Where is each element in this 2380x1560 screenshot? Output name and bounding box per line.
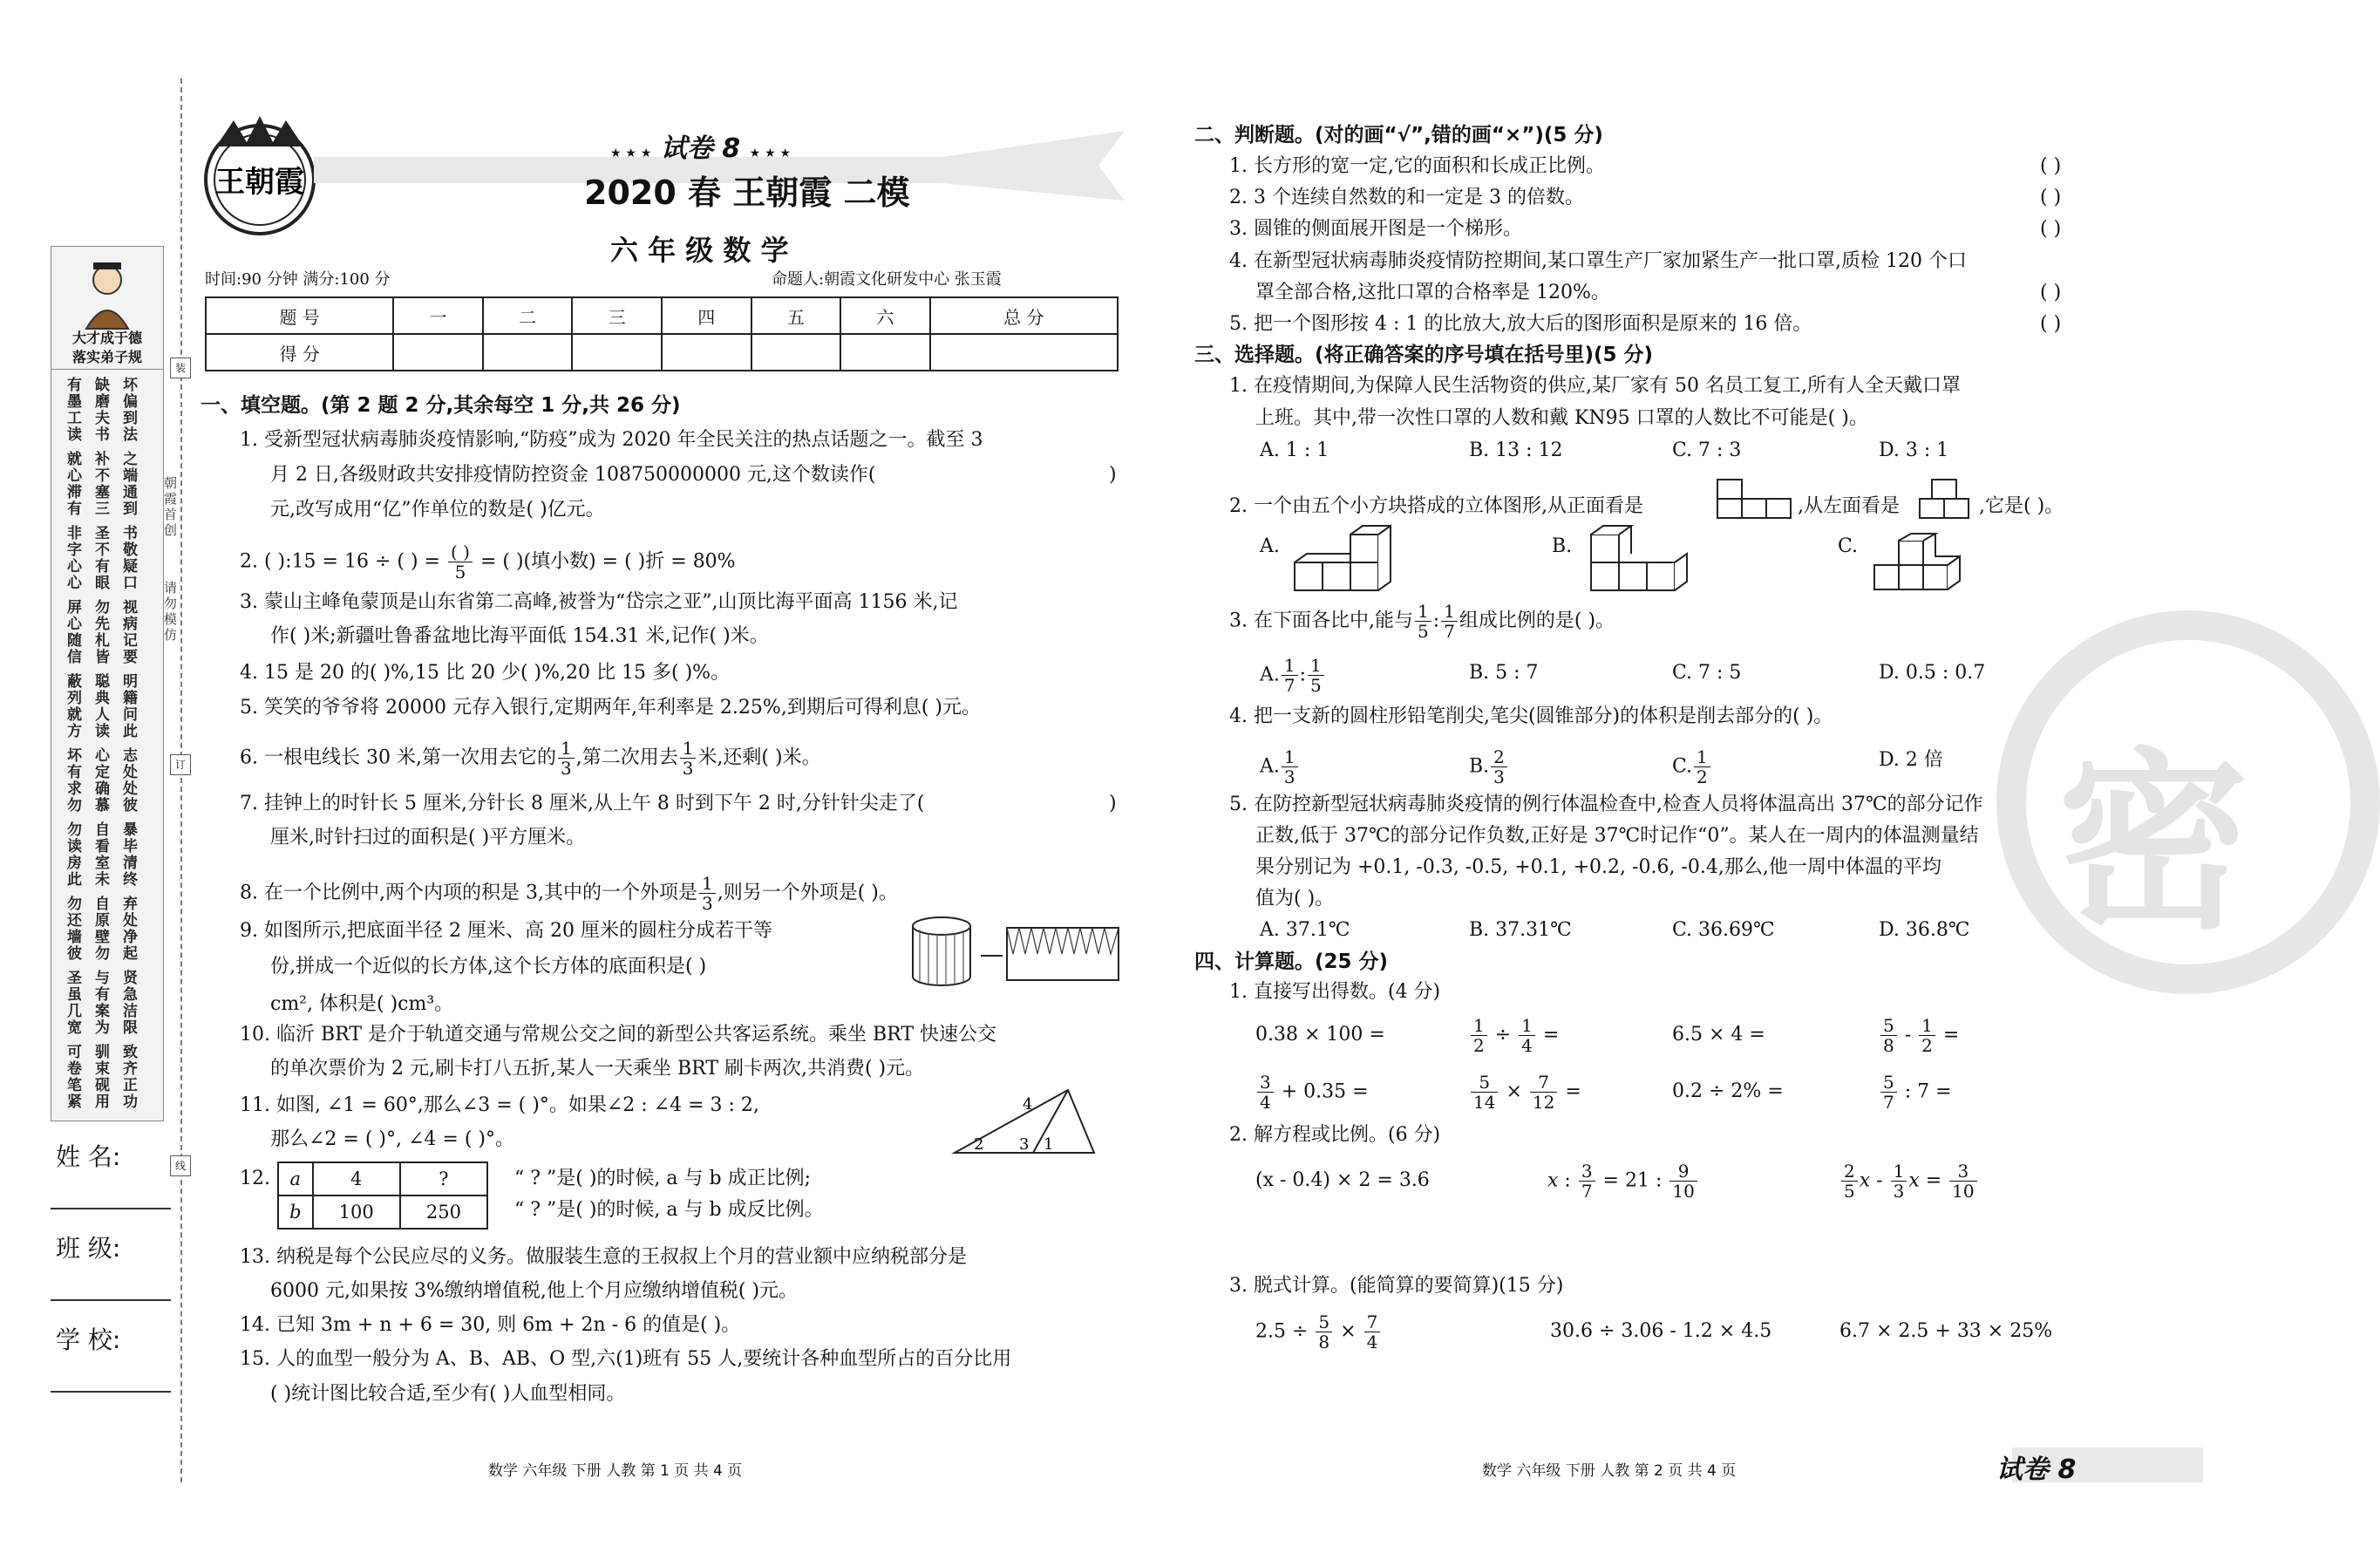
option[interactable]: C. 7 : 3	[1672, 439, 1742, 461]
c3: 3. 在下面各比中,能与 $\frac{1}{5}$ : $\frac{1}{7}$ 组成比例的是( )。	[1229, 601, 1615, 642]
calc-item: $\frac{5}{8}$ - $\frac{1}{2}$ =	[1879, 1016, 1959, 1055]
author-info: 命题人:朝霞文化研发中心 张玉霞	[772, 270, 1002, 289]
score-cell[interactable]	[930, 334, 1118, 371]
j4: 罩全部合格,这批口罩的合格率是 120%。	[1255, 282, 1610, 303]
angle-label: 2	[974, 1135, 984, 1154]
score-header: 六	[840, 297, 930, 334]
name-label: 姓 名:	[56, 1142, 121, 1171]
q1: 月 2 日,各级财政共安排疫情防控资金 108750000000 元,这个数读作(	[270, 464, 876, 486]
q3: 作( )米;新疆吐鲁番盆地比海平面低 154.31 米,记作( )米。	[270, 625, 769, 647]
option[interactable]: C. 7 : 5	[1672, 662, 1742, 684]
section-judge: 二、判断题。(对的画“√”,错的画“×”)(5 分)	[1194, 124, 1603, 146]
score-cell[interactable]	[751, 334, 841, 371]
q1: 1. 受新型冠状病毒肺炎疫情影响,“防疫”成为 2020 年全民关注的热点话题之一。截至 3	[240, 429, 983, 451]
motto-column: 自原壁勿	[95, 896, 110, 963]
q11: 11. 如图, ∠1 = 60°,那么∠3 = ( )°。如果∠2 : ∠4 = 3 : 2,	[240, 1094, 759, 1116]
cylinder-figure	[907, 916, 1125, 990]
motto-column: 圣虽几宽	[67, 970, 82, 1037]
q12: “ ? ”是( )的时候, a 与 b 成正比例;	[514, 1168, 812, 1189]
motto-column: 勿先札皆	[95, 599, 110, 666]
motto-column: 坏有求勿	[67, 747, 82, 814]
option[interactable]: B. 5 : 7	[1469, 662, 1539, 684]
watermark-char: 密	[2057, 732, 2250, 955]
score-cell[interactable]	[393, 334, 483, 371]
logo-emblem	[199, 112, 321, 242]
option[interactable]: B. 13 : 12	[1469, 439, 1563, 461]
angle-label: 4	[1023, 1095, 1033, 1114]
score-label: 得 分	[206, 334, 393, 371]
option[interactable]: C. $\frac{1}{2}$	[1672, 747, 1712, 787]
score-header: 总 分	[930, 297, 1118, 334]
calc-item: 6.7 × 2.5 + 33 × 25%	[1839, 1320, 2053, 1342]
k2: 2. 解方程或比例。(6 分)	[1229, 1124, 1441, 1146]
c4: 4. 把一支新的圆柱形铅笔削尖,笔尖(圆锥部分)的体积是削去部分的( )。	[1229, 705, 1833, 727]
motto-column: 与有案为	[95, 970, 110, 1037]
calc-item: 30.6 ÷ 3.06 - 1.2 × 4.5	[1550, 1320, 1772, 1342]
q10: 的单次票价为 2 元,刷卡打八五折,某人一天乘坐 BRT 刷卡两次,共消费( )元。	[270, 1058, 925, 1080]
option[interactable]: D. 36.8℃	[1879, 919, 1970, 941]
left-view-figure	[1918, 478, 1974, 521]
q7: 7. 挂钟上的时针长 5 厘米,分针长 8 厘米,从上午 8 时到下午 2 时,分针针尖走了(	[240, 793, 925, 814]
motto-column: 蔽列就方	[67, 673, 82, 740]
q12: “ ? ”是( )的时候, a 与 b 成反比例。	[514, 1199, 824, 1221]
school-label: 学 校:	[56, 1325, 121, 1354]
equation: x : $\frac{3}{7}$ = 21 : $\frac{9}{10}$	[1547, 1161, 1699, 1201]
equation: (x - 0.4) × 2 = 3.6	[1255, 1169, 1430, 1191]
c2: ,从左面看是	[1798, 495, 1900, 517]
answer-paren[interactable]: ( )	[2040, 187, 2062, 208]
calc-item: $\frac{3}{4}$ + 0.35 =	[1255, 1073, 1369, 1112]
j4: 4. 在新型冠状病毒肺炎疫情防控期间,某口罩生产厂家加紧生产一批口罩,质检 120 个口	[1229, 250, 1967, 272]
class-label: 班 级:	[56, 1234, 121, 1263]
score-header: 四	[662, 297, 751, 334]
motto-column: 缺磨夫书	[95, 377, 110, 444]
cube-figure-c	[1866, 532, 1979, 597]
section-calc: 四、计算题。(25 分)	[1194, 950, 1389, 973]
q6: 6. 一根电线长 30 米,第一次用去它的 $\frac{1}{3}$ ,第二次用去 $\frac{1}{3}$ 米,还剩( )米。	[240, 738, 821, 779]
q15: 15. 人的血型一般分为 A、B、AB、O 型,六(1)班有 55 人,要统计各种血型所占的百分比用	[240, 1348, 1012, 1370]
motto-column: 明籍问此	[123, 673, 138, 740]
answer-paren[interactable]: ( )	[2040, 282, 2062, 303]
seal-mark: 线	[170, 1155, 191, 1176]
c5: 果分别记为 +0.1, -0.3, -0.5, +0.1, +0.2, -0.6, -0.4,那么,他一周中体温的平均	[1255, 856, 1941, 878]
calc-item: 2.5 ÷ $\frac{5}{8}$ × $\frac{7}{4}$	[1255, 1312, 1382, 1352]
option[interactable]: A. $\frac{1}{7}$ : $\frac{1}{5}$	[1260, 656, 1326, 695]
scholar-icon	[69, 254, 146, 330]
school-line[interactable]	[51, 1391, 171, 1393]
seal-mark: 装	[170, 358, 191, 378]
c2: 2. 一个由五个小方块搭成的立体图形,从正面看是	[1229, 495, 1643, 517]
q7: 厘米,时针扫过的面积是( )平方厘米。	[270, 827, 586, 848]
q8: 8. 在一个比例中,两个内项的积是 3,其中的一个外项是 $\frac{1}{3}$ ,则另一个外项是( )。	[240, 873, 898, 914]
slogan: 落实弟子规	[71, 349, 142, 365]
seal-mark: 订	[170, 754, 191, 775]
calc-item: $\frac{1}{2}$ ÷ $\frac{1}{4}$ =	[1469, 1016, 1559, 1055]
q12-table: a 4 ? b 100 250	[277, 1161, 488, 1230]
motto-column: 有墨工读	[67, 377, 82, 444]
q10: 10. 临沂 BRT 是介于轨道交通与常规公交之间的新型公共客运系统。乘坐 BRT 快速公交	[240, 1024, 996, 1046]
q11: 那么∠2 = ( )°, ∠4 = ( )°。	[270, 1128, 515, 1150]
fraction: $\frac{( )}{5}$	[448, 542, 473, 582]
score-header: 一	[393, 297, 483, 334]
answer-paren[interactable]: ( )	[2040, 155, 2062, 177]
motto-column: 弃处净起	[123, 896, 138, 963]
k1: 1. 直接写出得数。(4 分)	[1229, 981, 1441, 1003]
logo-text: 王朝霞	[215, 165, 304, 200]
exam-badge-footer: 试卷 8	[1996, 1454, 2077, 1485]
motto-column: 贤急洁限	[123, 970, 138, 1037]
q13: 13. 纳税是每个公民应尽的义务。做服装生意的王叔叔上个月的营业额中应纳税部分是	[240, 1246, 967, 1268]
calc-item: $\frac{5}{14}$ × $\frac{7}{12}$ =	[1469, 1073, 1581, 1112]
score-cell[interactable]	[662, 334, 751, 371]
score-header: 题 号	[206, 297, 393, 334]
motto-column: 心定确慕	[95, 747, 110, 814]
option[interactable]: C. 36.69℃	[1672, 919, 1775, 941]
angle-label: 3	[1019, 1135, 1030, 1154]
motto-column: 就心滞有	[67, 451, 82, 518]
c5: 值为( )。	[1255, 888, 1335, 909]
answer-paren[interactable]: ( )	[2040, 313, 2062, 335]
exam-title: 2020 春 王朝霞 二模	[584, 174, 910, 212]
motto-column: 勿还墙彼	[67, 896, 82, 963]
motto-column: 之端通到	[123, 451, 138, 518]
c1: 1. 在疫情期间,为保障人民生活物资的供应,某厂家有 50 名员工复工,所有人全天戴口罩	[1229, 375, 1961, 397]
q1: 元,改写成用“亿”作单位的数是( )亿元。	[270, 499, 605, 521]
motto-column: 暴毕清终	[123, 821, 138, 889]
q12-num: 12.	[240, 1168, 270, 1189]
j2: 2. 3 个连续自然数的和一定是 3 的倍数。	[1229, 187, 1584, 208]
binding-line	[180, 78, 182, 1482]
exam-badge: ★ ★ ★ 试卷 8 ★ ★ ★	[610, 133, 792, 164]
c1: 上班。其中,带一次性口罩的人数和戴 KN95 口罩的人数比不可能是( )。	[1255, 407, 1868, 429]
motto-column: 屏心随信	[67, 599, 82, 666]
front-view-figure	[1716, 478, 1794, 521]
motto-column: 勿读房此	[67, 821, 82, 889]
motto-column: 志处处彼	[123, 747, 138, 814]
calc-item: $\frac{5}{7}$ : 7 =	[1879, 1073, 1952, 1112]
score-cell[interactable]	[840, 334, 930, 371]
motto-column: 坏偏到法	[123, 377, 138, 444]
class-line[interactable]	[51, 1299, 171, 1301]
c5: 5. 在防控新型冠状病毒肺炎疫情的例行体温检查中,检查人员将体温高出 37℃的部分记作	[1229, 794, 1983, 815]
q14: 14. 已知 3m + n + 6 = 30, 则 6m + 2n - 6 的值是( )。	[240, 1314, 741, 1336]
page-footer: 数学 六年级 下册 人教 第 2 页 共 4 页	[1482, 1462, 1737, 1480]
motto-column: 补不塞三	[95, 451, 110, 518]
j5: 5. 把一个图形按 4 : 1 的比放大,放大后的图形面积是原来的 16 倍。	[1229, 313, 1812, 335]
k3: 3. 脱式计算。(能简算的要简算)(15 分)	[1229, 1275, 1564, 1297]
slogan: 大才成于德	[71, 330, 142, 346]
motto-column: 聪典人读	[95, 673, 110, 740]
option[interactable]: A.	[1260, 535, 1280, 557]
answer-paren[interactable]: ( )	[2040, 218, 2062, 240]
q9: 份,拼成一个近似的长方体,这个长方体的底面积是( )	[270, 956, 707, 978]
j1: 1. 长方形的宽一定,它的面积和长成正比例。	[1229, 155, 1605, 177]
option[interactable]: A. $\frac{1}{3}$	[1260, 747, 1300, 787]
q15: ( )统计图比较合适,至少有( )人血型相同。	[270, 1383, 626, 1405]
name-line[interactable]	[51, 1208, 171, 1209]
q2: 2. ( ):15 = 16 ÷ ( ) = $\frac{( )}{5}$ = ( )(填小数) = ( )折 = 80%	[240, 542, 736, 582]
motto-column: 书敬疑口	[123, 525, 138, 592]
angle-figure	[946, 1081, 1103, 1160]
score-header: 二	[483, 297, 573, 334]
motto-column: 圣不有眼	[95, 525, 110, 592]
j3: 3. 圆锥的侧面展开图是一个梯形。	[1229, 218, 1522, 240]
q3: 3. 蒙山主峰龟蒙顶是山东省第二高峰,被誉为“岱宗之亚”,山顶比海平面高 1156 米,记	[240, 591, 958, 613]
option[interactable]: D. 3 : 1	[1879, 439, 1949, 461]
motto-column: 致齐正功	[123, 1044, 138, 1111]
option[interactable]: D. 0.5 : 0.7	[1879, 662, 1986, 684]
score-table	[205, 296, 1119, 371]
score-header: 五	[751, 297, 841, 334]
equation: $\frac{2}{5}$ x - $\frac{1}{3}$ x = $\frac{3}{10}$	[1839, 1161, 1979, 1201]
option[interactable]: A. 37.1℃	[1260, 919, 1350, 941]
calc-item: 0.2 ÷ 2% =	[1672, 1080, 1784, 1102]
time-info: 时间:90 分钟 满分:100 分	[205, 270, 391, 289]
score-header: 三	[572, 297, 662, 334]
section-choice: 三、选择题。(将正确答案的序号填在括号里)(5 分)	[1194, 344, 1654, 366]
c5: 正数,低于 37℃的部分记作负数,正好是 37℃时记作“0”。某人在一周内的体温测量结	[1255, 825, 1979, 847]
option[interactable]: A. 1 : 1	[1260, 439, 1329, 461]
option[interactable]: B. $\frac{2}{3}$	[1469, 747, 1509, 787]
option[interactable]: B.	[1552, 535, 1573, 557]
motto-strip	[51, 246, 164, 1121]
q9: 9. 如图所示,把底面半径 2 厘米、高 20 厘米的圆柱分成若干等	[240, 920, 772, 942]
cube-figure-b	[1582, 523, 1713, 597]
vertical-note: 朝霞首创	[164, 475, 178, 538]
q5: 5. 笑笑的爷爷将 20000 元存入银行,定期两年,年利率是 2.25%,到期后可得利息( )元。	[240, 697, 981, 719]
option[interactable]: B. 37.31℃	[1469, 919, 1572, 941]
calc-item: 6.5 × 4 =	[1672, 1024, 1765, 1046]
score-cell[interactable]	[483, 334, 573, 371]
page-footer: 数学 六年级 下册 人教 第 1 页 共 4 页	[488, 1462, 743, 1480]
score-cell[interactable]	[572, 334, 662, 371]
vertical-note: 请勿模仿	[164, 580, 178, 643]
motto-column: 可卷笔紧	[67, 1044, 82, 1111]
option[interactable]: C.	[1838, 535, 1859, 557]
stars: ★ ★ ★	[610, 146, 652, 160]
q9: cm², 体积是( )cm³。	[270, 993, 454, 1015]
section-fill-blank: 一、填空题。(第 2 题 2 分,其余每空 1 分,共 26 分)	[201, 394, 681, 417]
cube-figure-a	[1286, 523, 1417, 597]
motto-column: 视病记要	[123, 599, 138, 666]
q13: 6000 元,如果按 3%缴纳增值税,他上个月应缴纳增值税( )元。	[270, 1280, 799, 1302]
angle-label: 1	[1044, 1135, 1054, 1154]
motto-column: 非字心心	[67, 525, 82, 592]
calc-item: 0.38 × 100 =	[1255, 1024, 1385, 1046]
c2: ,它是( )。	[1979, 495, 2064, 517]
q4: 4. 15 是 20 的( )%,15 比 20 少( )%,20 比 15 多( )%。	[240, 662, 731, 684]
subject-title: 六 年 级 数 学	[610, 234, 789, 267]
option[interactable]: D. 2 倍	[1879, 749, 1943, 771]
motto-column: 自看室未	[95, 821, 110, 889]
motto-column: 驯束砚用	[95, 1044, 110, 1111]
